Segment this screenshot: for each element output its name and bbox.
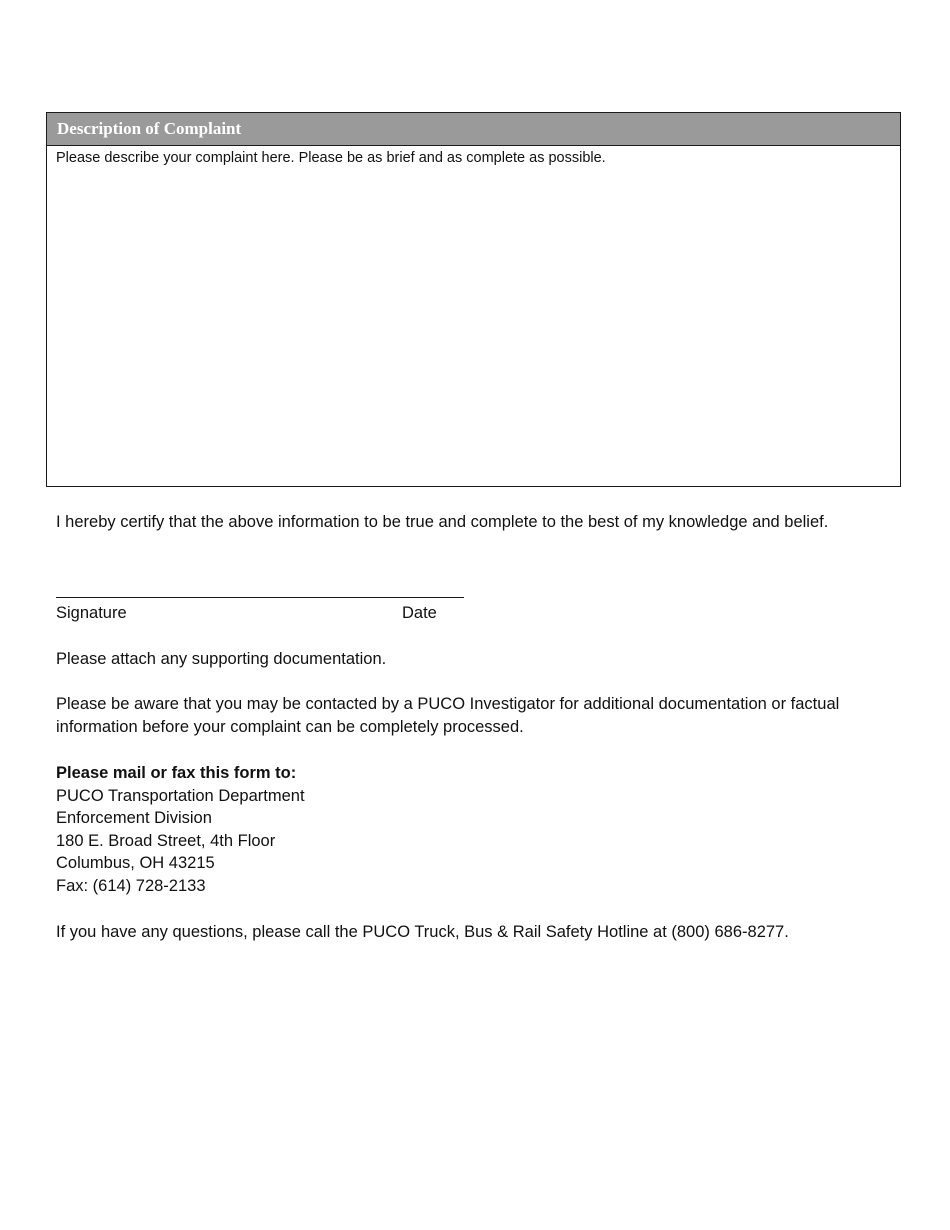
- fax-number: Fax: (614) 728-2133: [56, 876, 206, 895]
- hotline-note: If you have any questions, please call the PUCO Truck, Bus & Rail Safety Hotline at (800) 686-8277.: [56, 923, 789, 941]
- complaint-section: [46, 112, 901, 487]
- mailing-heading: Please mail or fax this form to:: [56, 764, 297, 782]
- address-department: PUCO Transportation Department: [56, 786, 305, 805]
- certification-statement: I hereby certify that the above information to be true and complete to the best of my knowledge and belief.: [56, 513, 829, 531]
- date-label: Date: [402, 604, 437, 622]
- address-city: Columbus, OH 43215: [56, 854, 215, 872]
- investigator-contact-note: Please be aware that you may be contacted by a PUCO Investigator for additional documentation or factual information before your complaint can be completely processed.: [56, 695, 840, 736]
- mailing-address-block: [56, 762, 305, 897]
- signature-label: Signature: [56, 604, 127, 622]
- complaint-section-title: Description of Complaint: [47, 113, 900, 146]
- attach-documentation-note: Please attach any supporting documentation.: [56, 650, 387, 668]
- address-division: Enforcement Division: [56, 809, 212, 827]
- complaint-instructions: Please describe your complaint here. Please be as brief and as complete as possible.: [56, 150, 606, 166]
- signature-line[interactable]: [56, 597, 464, 598]
- address-street: 180 E. Broad Street, 4th Floor: [56, 831, 276, 850]
- complaint-description-field[interactable]: [47, 166, 904, 480]
